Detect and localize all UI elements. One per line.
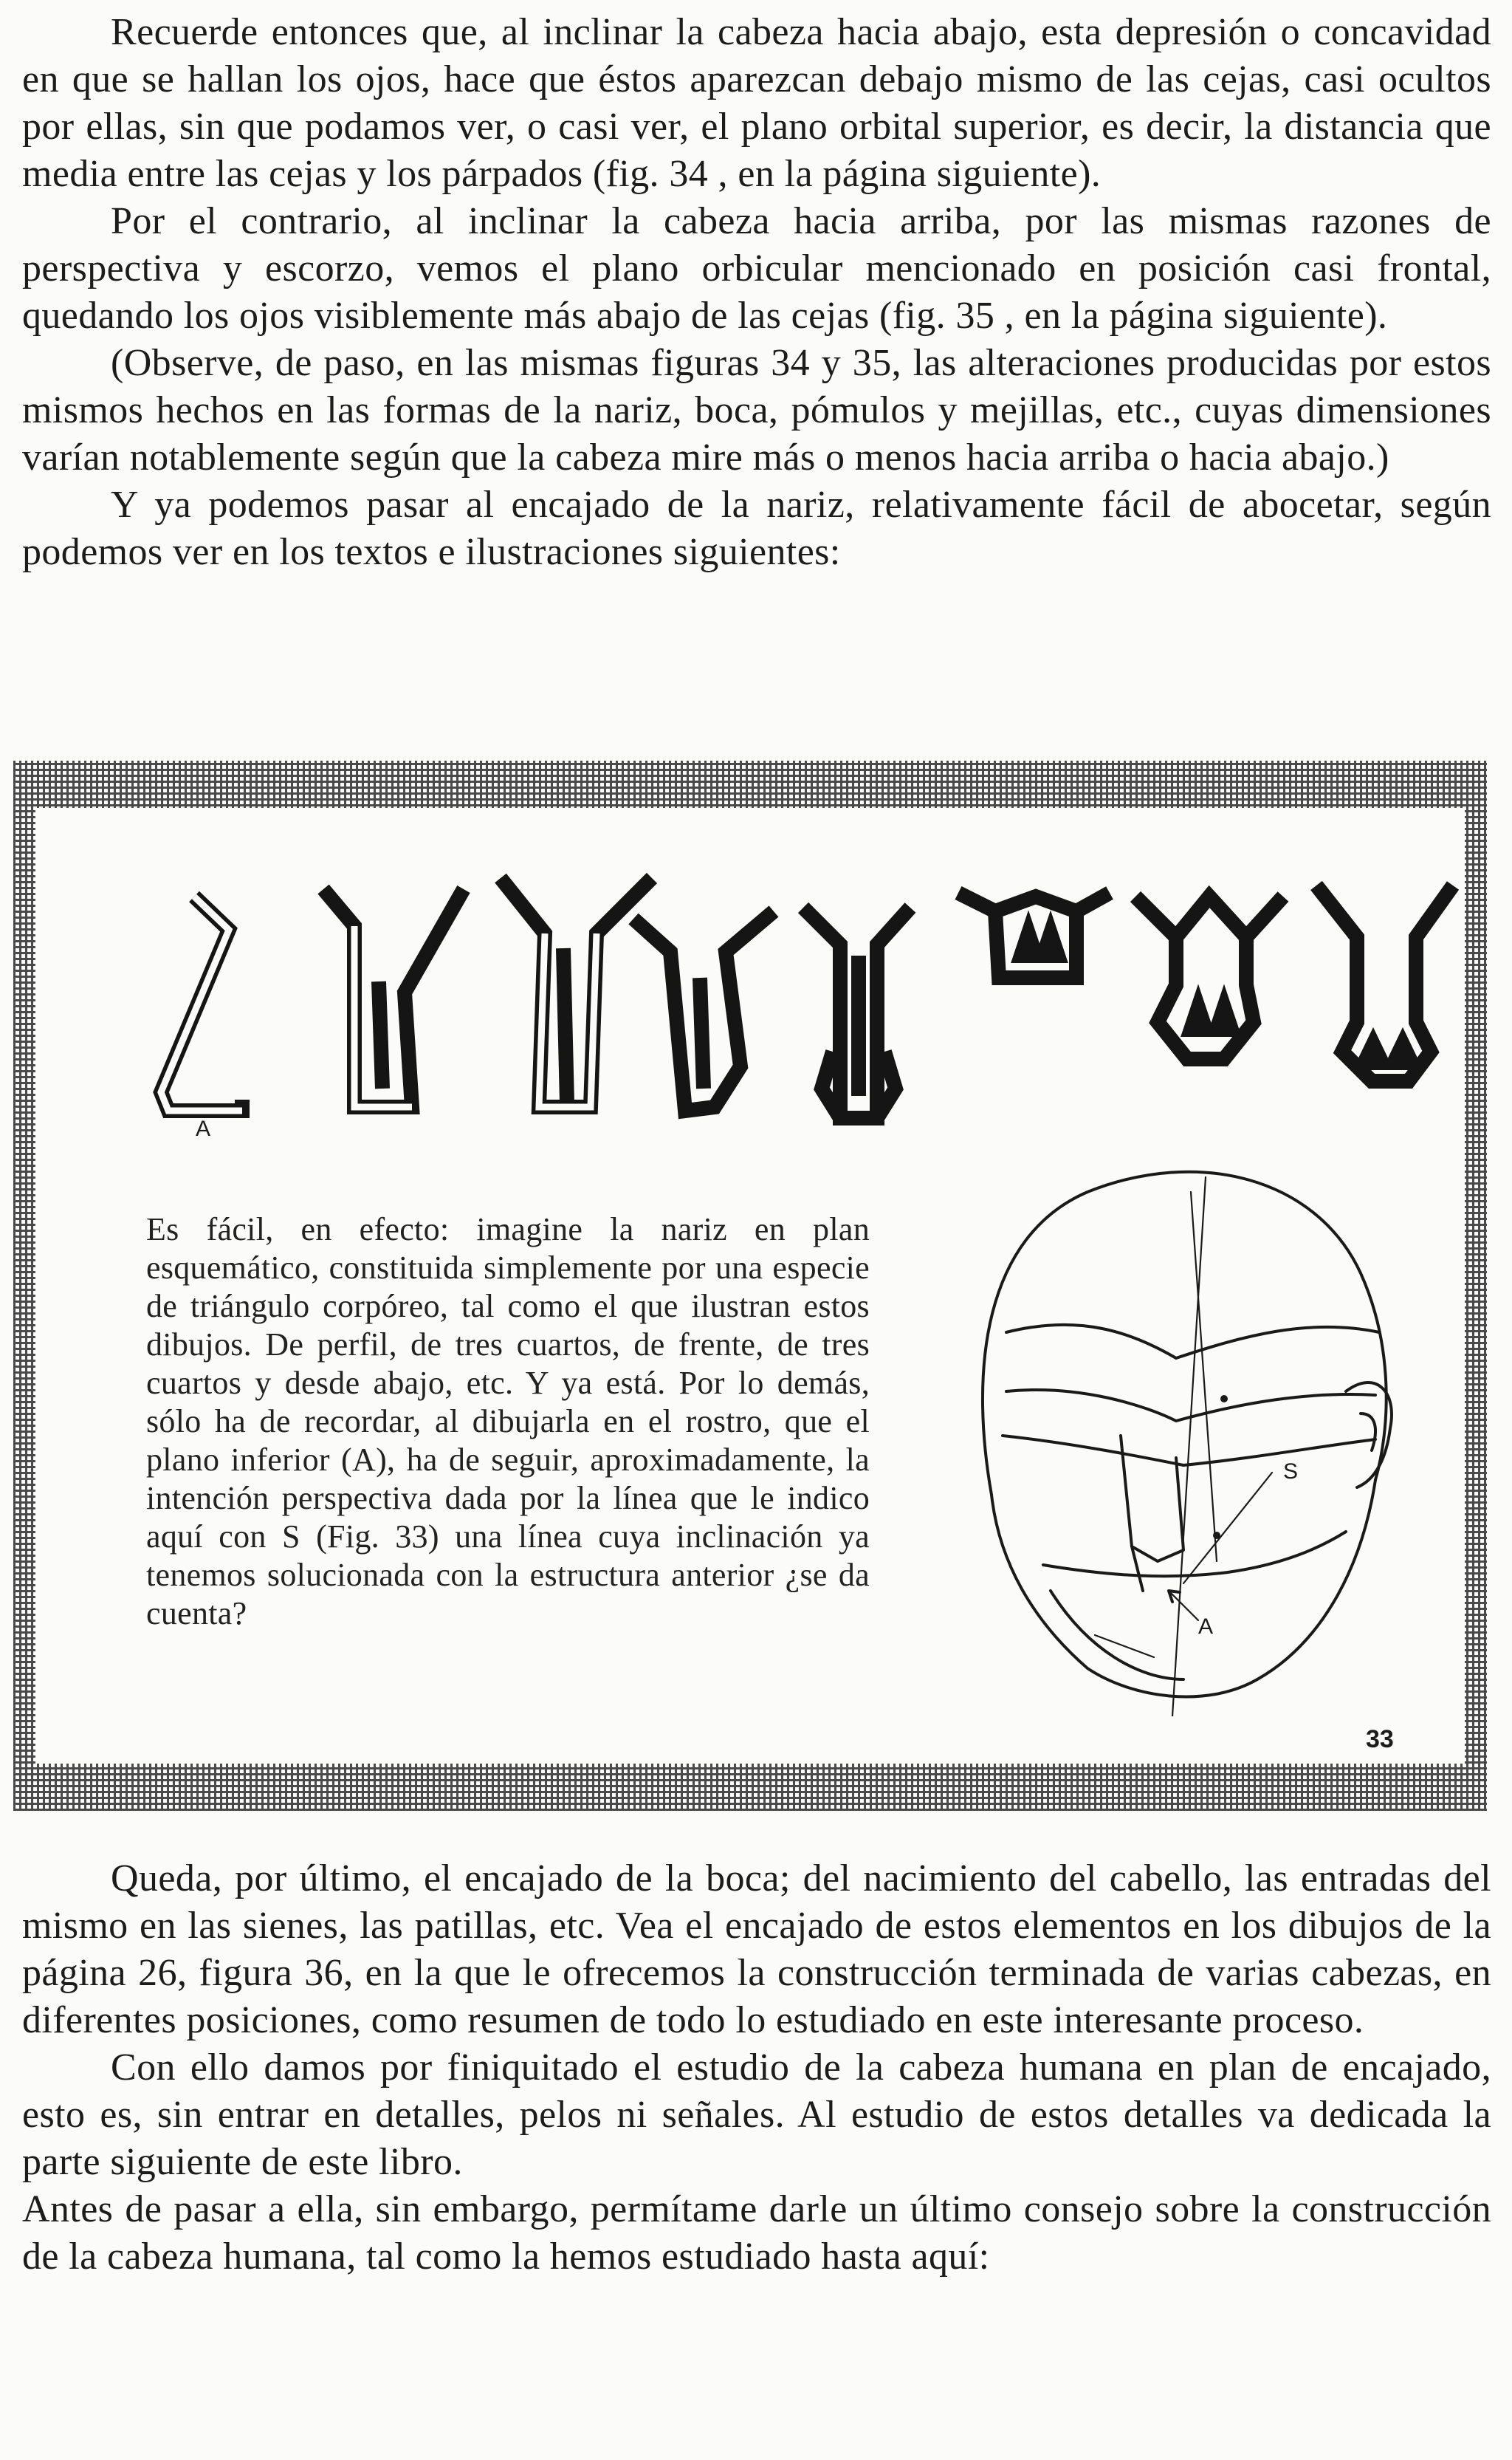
paragraph-nose-intro: Y ya podemos pasar al encajado de la nariz, relativamente fácil de abocetar, según podemos ver en los textos e ilustraciones siguientes: (22, 484, 1491, 573)
head-drawing (962, 1148, 1405, 1716)
paragraph-final-advice: Antes de pasar a ella, sin embargo, permítame darle un último consejo sobre la construcción de la cabeza humana, tal como la hemos estudiado hasta aquí: (22, 2188, 1491, 2278)
paragraph-finished: Con ello damos por finiquitado el estudio de la cabeza humana en plan de encajado, esto es, sin entrar en detalles, pelos ni señales. Al estudio de estos detalles va dedicada la parte siguiente de este libro. (22, 2046, 1491, 2183)
nose-drawing-low-front (1316, 885, 1453, 1081)
nose-drawing-three-quarter (323, 889, 464, 1107)
upper-text-block (22, 9, 1491, 576)
head-label-a: A (1198, 1614, 1214, 1639)
figure-panel (13, 761, 1487, 1811)
head-label-s: S (1283, 1459, 1299, 1484)
nose-drawing-profile (161, 897, 242, 1111)
paragraph-mouth-hair: Queda, por último, el encajado de la boca; del nacimiento del cabello, las entradas del mismo en las sienes, las patillas, etc. Vea el encajado de estos elementos en los dibujos de la página 26, figura 36, en la que le ofrecemos la construcción terminada de varias cabezas, en diferentes posiciones, como resumen de todo lo estudiado en este interesante proceso. (22, 1857, 1491, 2041)
figure-inner (35, 808, 1465, 1764)
nose-drawing-front-right (633, 911, 774, 1111)
lower-text-block (22, 1855, 1491, 2281)
nose-drawing-three-quarter-front (501, 878, 652, 1107)
paragraph-head-up: Por el contrario, al inclinar la cabeza hacia arriba, por las mismas razones de perspectiva y escorzo, vemos el plano orbicular mencionado en posición casi frontal, quedando los ojos visiblemente más abajo de las cejas (fig. 35 , en la página siguiente). (22, 200, 1491, 337)
paragraph-head-down: Recuerde entonces que, al inclinar la cabeza hacia abajo, esta depresión o concavidad en que se hallan los ojos, hace que éstos aparezcan debajo mismo de las cejas, casi ocultos por ellas, sin que podamos ver, o casi ver, el plano orbital superior, es decir, la distancia que media entre las cejas y los párpados (fig. 34 , en la página siguiente). (22, 11, 1491, 195)
nose-drawing-front (803, 908, 910, 1118)
figure-caption: Es fácil, en efecto: imagine la nariz en plan esquemático, constituida simplemente por una especie de triángulo corpóreo, tal como el que ilustran estos dibujos. De perfil, de tres cuartos, de frente, de tres cuartos y desde abajo, etc. Y ya está. Por lo demás, sólo ha de recordar, al dibujarla en el rostro, que el plano inferior (A), ha de seguir, aproximadamente, la intención perspectiva dada por la línea que le indico aquí con S (Fig. 33) una línea cuya inclinación ya tenemos solucionada con la estructura anterior ¿se da cuenta? (146, 1211, 870, 1631)
nose-label-a: A (196, 1117, 211, 1141)
nose-drawing-below (958, 893, 1110, 978)
nose-schematic-drawings (35, 808, 1465, 1192)
figure-number: 33 (1366, 1725, 1394, 1753)
paragraph-observe: (Observe, de paso, en las mismas figuras 34 y 35, las alteraciones producidas por estos mismos hechos en las formas de la nariz, boca, pómulos y mejillas, etc., cuyas dimensiones varían notablemente según que la cabeza mire más o menos hacia arriba o hacia abajo.) (22, 342, 1491, 479)
nose-drawing-below-three-quarter (1135, 897, 1283, 1059)
